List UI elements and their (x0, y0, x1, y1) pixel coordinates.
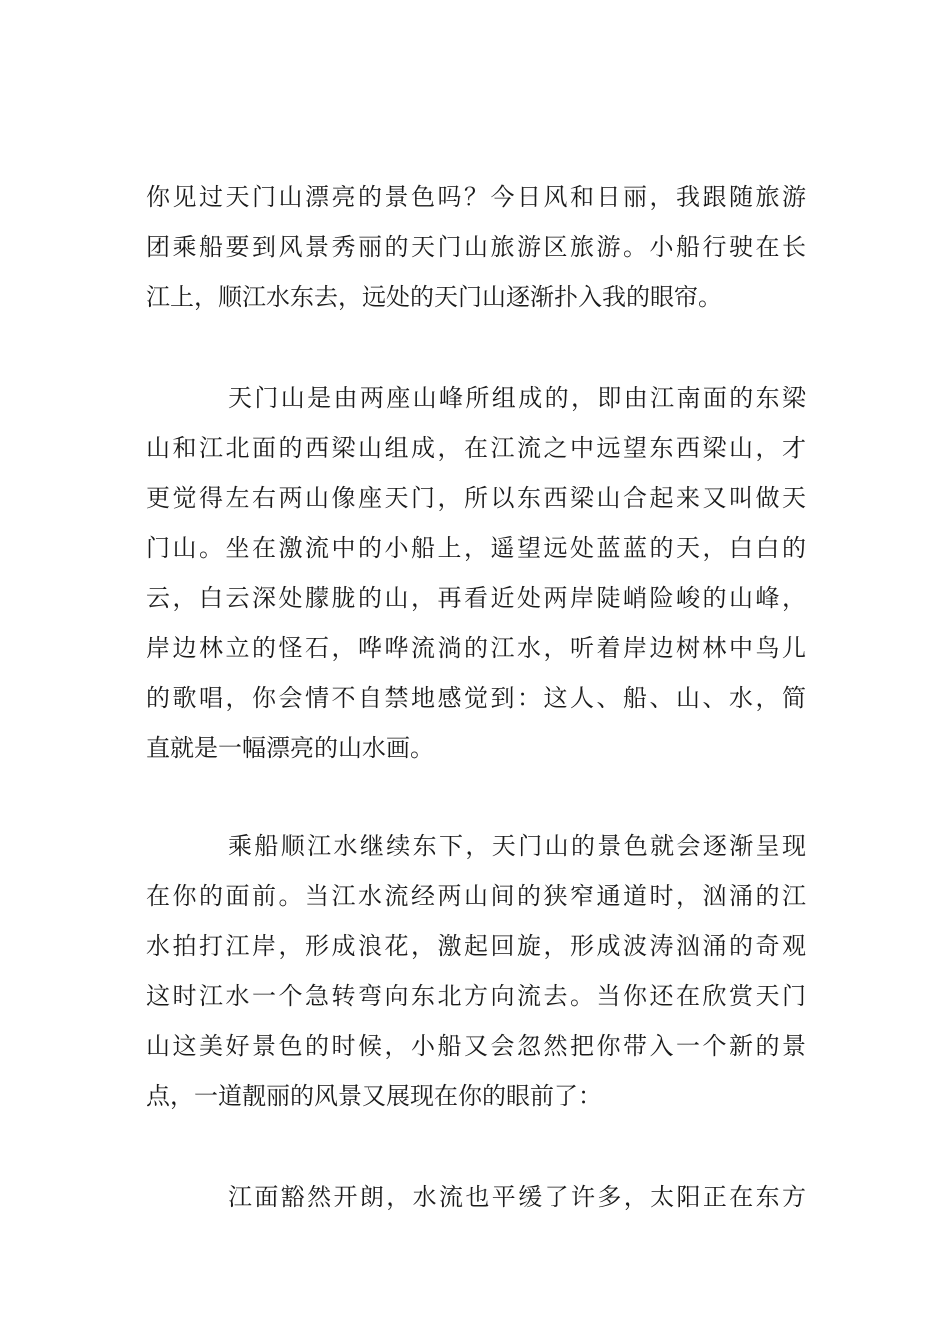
paragraph-line: 门山。坐在激流中的小船上，遥望远处蓝蓝的天，白白的 (146, 534, 806, 562)
paragraph-line: 云，白云深处朦胧的山，再看近处两岸陡峭险峻的山峰， (146, 584, 806, 612)
paragraph-line: 直就是一幅漂亮的山水画。 (146, 734, 434, 762)
paragraph-line: 点，一道靓丽的风景又展现在你的眼前了： (146, 1082, 602, 1110)
paragraph-line: 的歌唱，你会情不自禁地感觉到：这人、船、山、水，简 (146, 684, 806, 712)
paragraph-1 (146, 172, 806, 322)
paragraph-3 (146, 821, 806, 1121)
paragraph-line: 山这美好景色的时候，小船又会忽然把你带入一个新的景 (146, 1032, 806, 1060)
paragraph-line: 团乘船要到风景秀丽的天门山旅游区旅游。小船行驶在长 (146, 233, 806, 261)
paragraph-line: 乘船顺江水继续东下，天门山的景色就会逐渐呈现 (228, 832, 806, 860)
paragraph-line: 山和江北面的西梁山组成，在江流之中远望东西梁山，才 (146, 434, 806, 462)
paragraph-line: 岸边林立的怪石，哗哗流淌的江水，听着岸边树林中鸟儿 (146, 634, 806, 662)
paragraph-line: 在你的面前。当江水流经两山间的狭窄通道时，汹涌的江 (146, 882, 806, 910)
paragraph-line: 这时江水一个急转弯向东北方向流去。当你还在欣赏天门 (146, 982, 806, 1010)
paragraph-line: 天门山是由两座山峰所组成的，即由江南面的东梁 (228, 384, 806, 412)
paragraph-line: 你见过天门山漂亮的景色吗？今日风和日丽，我跟随旅游 (146, 183, 806, 211)
paragraph-4 (146, 1172, 806, 1222)
paragraph-line: 水拍打江岸，形成浪花，激起回旋，形成波涛汹涌的奇观 (146, 932, 806, 960)
paragraph-line: 更觉得左右两山像座天门，所以东西梁山合起来又叫做天 (146, 484, 806, 512)
paragraph-line: 江上，顺江水东去，远处的天门山逐渐扑入我的眼帘。 (146, 283, 722, 311)
paragraph-2 (146, 373, 806, 773)
paragraph-line: 江面豁然开朗，水流也平缓了许多，太阳正在东方 (228, 1183, 806, 1211)
